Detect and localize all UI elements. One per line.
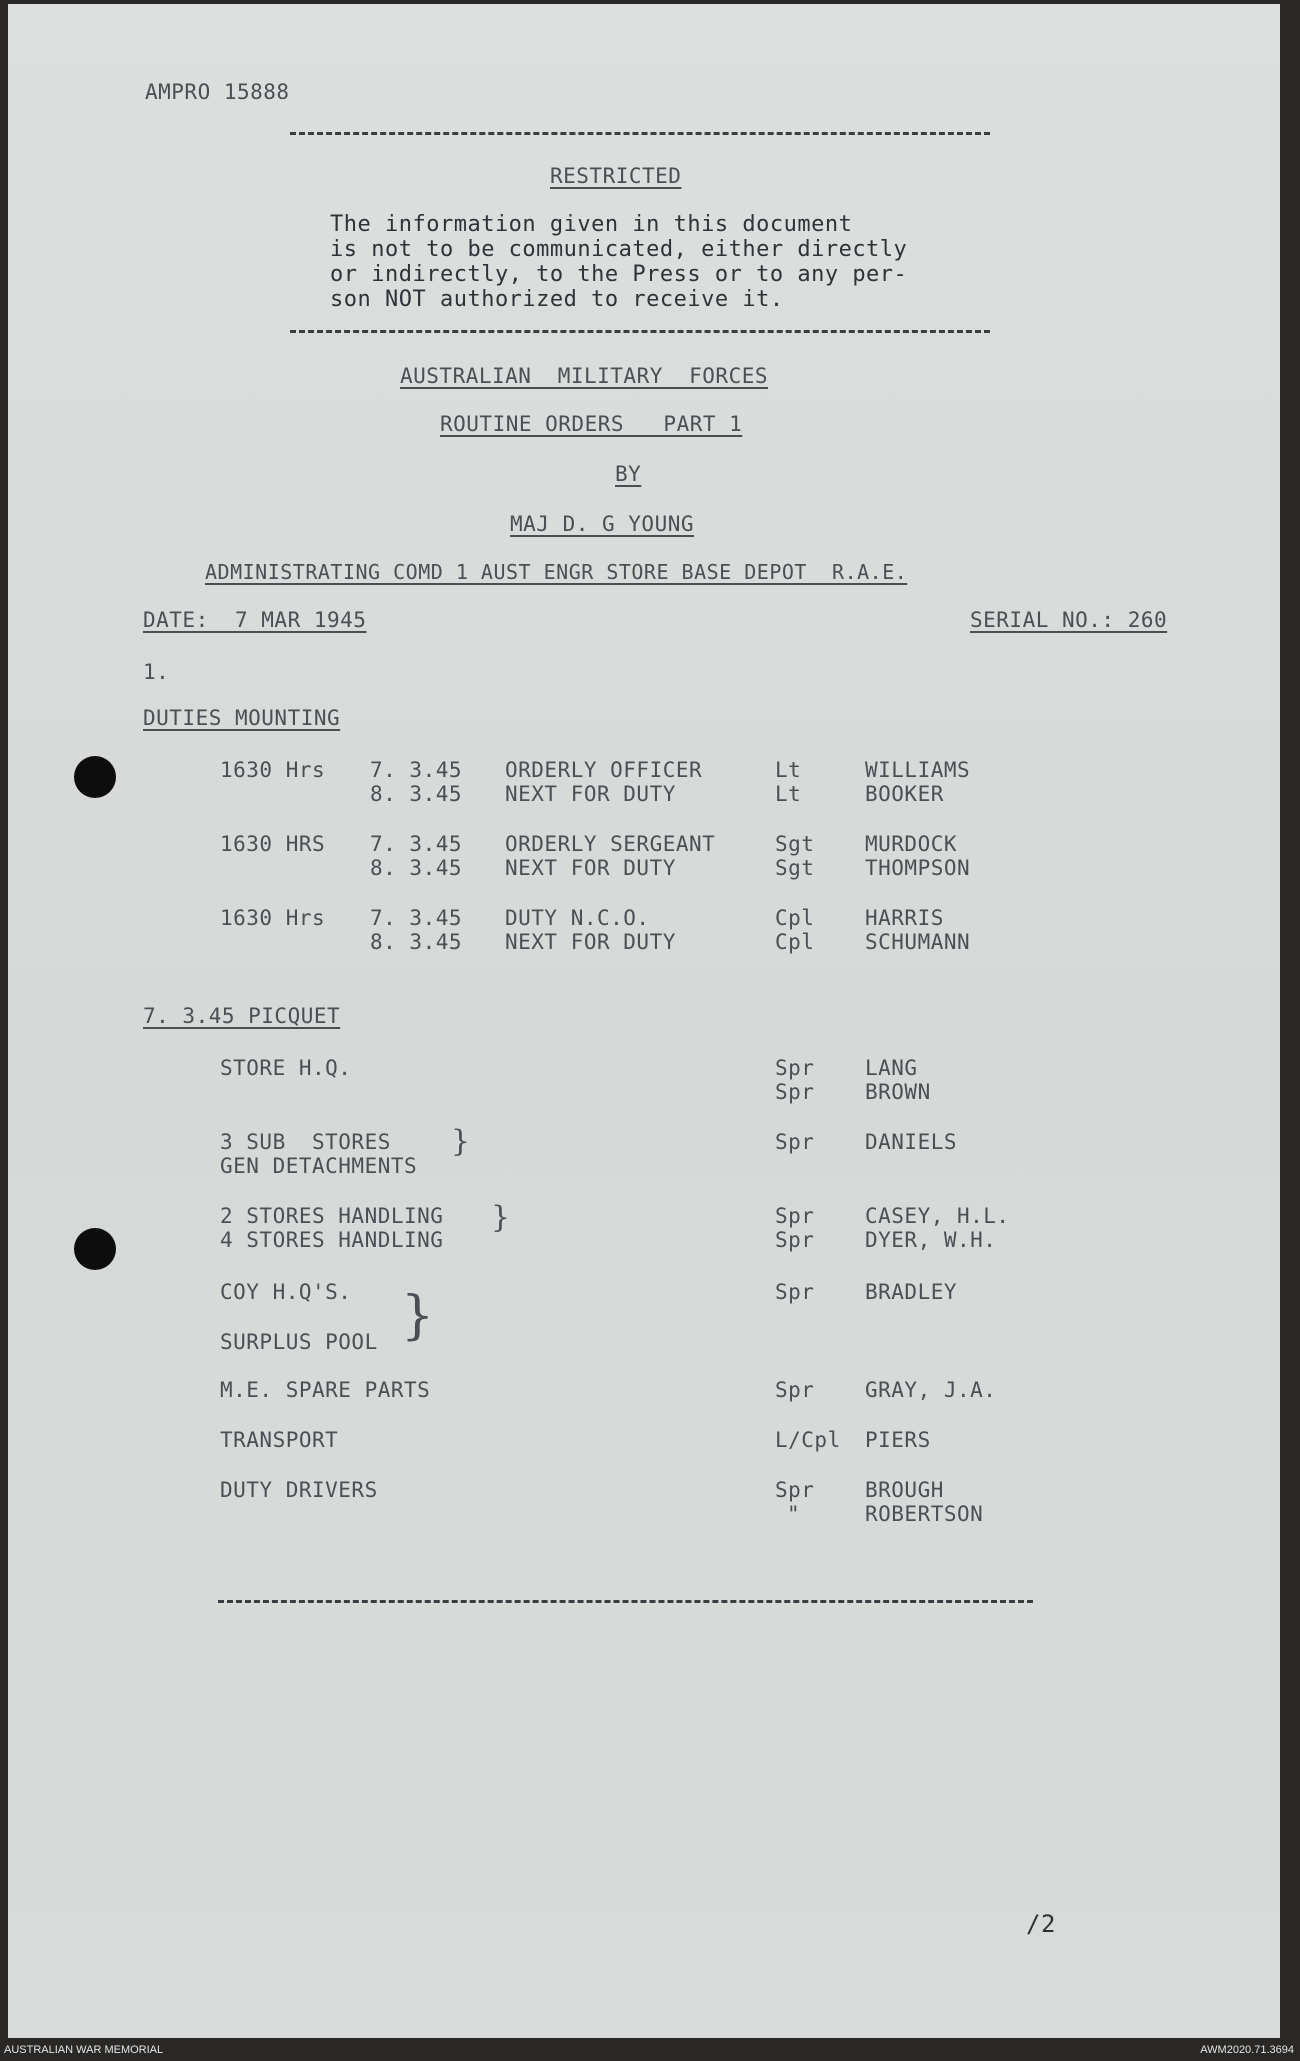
picquet-name: LANG	[865, 1056, 918, 1080]
duty-rank: Sgt	[775, 832, 815, 856]
duty-date: 7. 3.45	[370, 758, 463, 782]
item-number: 1.	[143, 660, 170, 684]
picquet-rank: Spr	[775, 1280, 815, 1304]
picquet-name: BROWN	[865, 1080, 931, 1104]
duty-rank: Cpl	[775, 930, 815, 954]
serial-number: SERIAL NO.: 260	[970, 608, 1168, 632]
picquet-rank: Spr	[775, 1204, 815, 1228]
restricted-line-1: The information given in this document	[330, 212, 853, 237]
document-page	[8, 4, 1280, 2038]
duty-name: WILLIAMS	[865, 758, 971, 782]
picquet-post: 2 STORES HANDLING	[220, 1204, 444, 1228]
document-title: AUSTRALIAN MILITARY FORCES	[400, 364, 769, 388]
duty-date: 8. 3.45	[370, 930, 463, 954]
restricted-line-2: is not to be communicated, either directly	[330, 237, 908, 262]
picquet-rank: Spr	[775, 1056, 815, 1080]
duty-rank: Lt	[775, 758, 802, 782]
picquet-post: DUTY DRIVERS	[220, 1478, 378, 1502]
duty-role: NEXT FOR DUTY	[505, 856, 676, 880]
picquet-post: GEN DETACHMENTS	[220, 1154, 418, 1178]
duty-role: ORDERLY SERGEANT	[505, 832, 716, 856]
duty-name: BOOKER	[865, 782, 944, 806]
duty-time: 1630 Hrs	[220, 758, 326, 782]
picquet-name: CASEY, H.L.	[865, 1204, 1010, 1228]
picquet-post: COY H.Q'S.	[220, 1280, 352, 1304]
picquet-rank: Spr	[775, 1080, 815, 1104]
footer-source: AUSTRALIAN WAR MEMORIAL	[4, 2044, 164, 2056]
restricted-bottom-rule	[290, 330, 990, 333]
officer-name: MAJ D. G YOUNG	[510, 512, 695, 536]
picquet-rank: Spr	[775, 1378, 815, 1402]
picquet-post: 3 SUB STORES	[220, 1130, 391, 1154]
duty-role: NEXT FOR DUTY	[505, 782, 676, 806]
picquet-name: DYER, W.H.	[865, 1228, 997, 1252]
duty-name: MURDOCK	[865, 832, 958, 856]
punch-hole	[74, 756, 116, 798]
punch-hole	[74, 1228, 116, 1270]
restricted-heading: RESTRICTED	[550, 164, 682, 188]
picquet-rank: Spr	[775, 1130, 815, 1154]
picquet-rank: Spr	[775, 1228, 815, 1252]
picquet-name: BROUGH	[865, 1478, 944, 1502]
duty-time: 1630 Hrs	[220, 906, 326, 930]
order-date: DATE: 7 MAR 1945	[143, 608, 367, 632]
picquet-name: GRAY, J.A.	[865, 1378, 997, 1402]
duty-name: HARRIS	[865, 906, 944, 930]
restricted-line-3: or indirectly, to the Press or to any per-	[330, 262, 908, 287]
picquet-name: PIERS	[865, 1428, 931, 1452]
picquet-post: 4 STORES HANDLING	[220, 1228, 444, 1252]
duty-role: DUTY N.C.O.	[505, 906, 650, 930]
duty-role: ORDERLY OFFICER	[505, 758, 703, 782]
duty-time: 1630 HRS	[220, 832, 326, 856]
duty-date: 8. 3.45	[370, 782, 463, 806]
footer-accession: AWM2020.71.3694	[1200, 2044, 1294, 2056]
top-rule	[290, 132, 990, 135]
picquet-name: BRADLEY	[865, 1280, 958, 1304]
picquet-rank: "	[787, 1502, 801, 1526]
page-continuation-marker: /2	[1026, 1910, 1056, 1938]
document-reference: AMPRO 15888	[145, 80, 290, 104]
picquet-name: DANIELS	[865, 1130, 958, 1154]
duty-rank: Lt	[775, 782, 802, 806]
duties-heading: DUTIES MOUNTING	[143, 706, 341, 730]
duty-date: 7. 3.45	[370, 906, 463, 930]
duty-role: NEXT FOR DUTY	[505, 930, 676, 954]
brace-symbol: }	[491, 1200, 511, 1235]
picquet-rank: Spr	[775, 1478, 815, 1502]
picquet-post: SURPLUS POOL	[220, 1330, 378, 1354]
duty-date: 8. 3.45	[370, 856, 463, 880]
duty-rank: Sgt	[775, 856, 815, 880]
unit-name: ADMINISTRATING COMD 1 AUST ENGR STORE BASE DEPOT R.A.E.	[205, 560, 908, 584]
picquet-name: ROBERTSON	[865, 1502, 984, 1526]
brace-symbol: }	[451, 1124, 471, 1159]
picquet-post: M.E. SPARE PARTS	[220, 1378, 431, 1402]
picquet-post: TRANSPORT	[220, 1428, 339, 1452]
restricted-line-4: son NOT authorized to receive it.	[330, 287, 784, 312]
duty-name: THOMPSON	[865, 856, 971, 880]
picquet-rank: L/Cpl	[775, 1428, 841, 1452]
by-line: BY	[615, 462, 642, 486]
duty-rank: Cpl	[775, 906, 815, 930]
picquet-heading: 7. 3.45 PICQUET	[143, 1004, 341, 1028]
bottom-rule	[218, 1600, 1033, 1603]
picquet-post: STORE H.Q.	[220, 1056, 352, 1080]
duty-name: SCHUMANN	[865, 930, 971, 954]
duty-date: 7. 3.45	[370, 832, 463, 856]
brace-symbol: }	[401, 1286, 435, 1346]
document-subtitle: ROUTINE ORDERS PART 1	[440, 412, 743, 436]
